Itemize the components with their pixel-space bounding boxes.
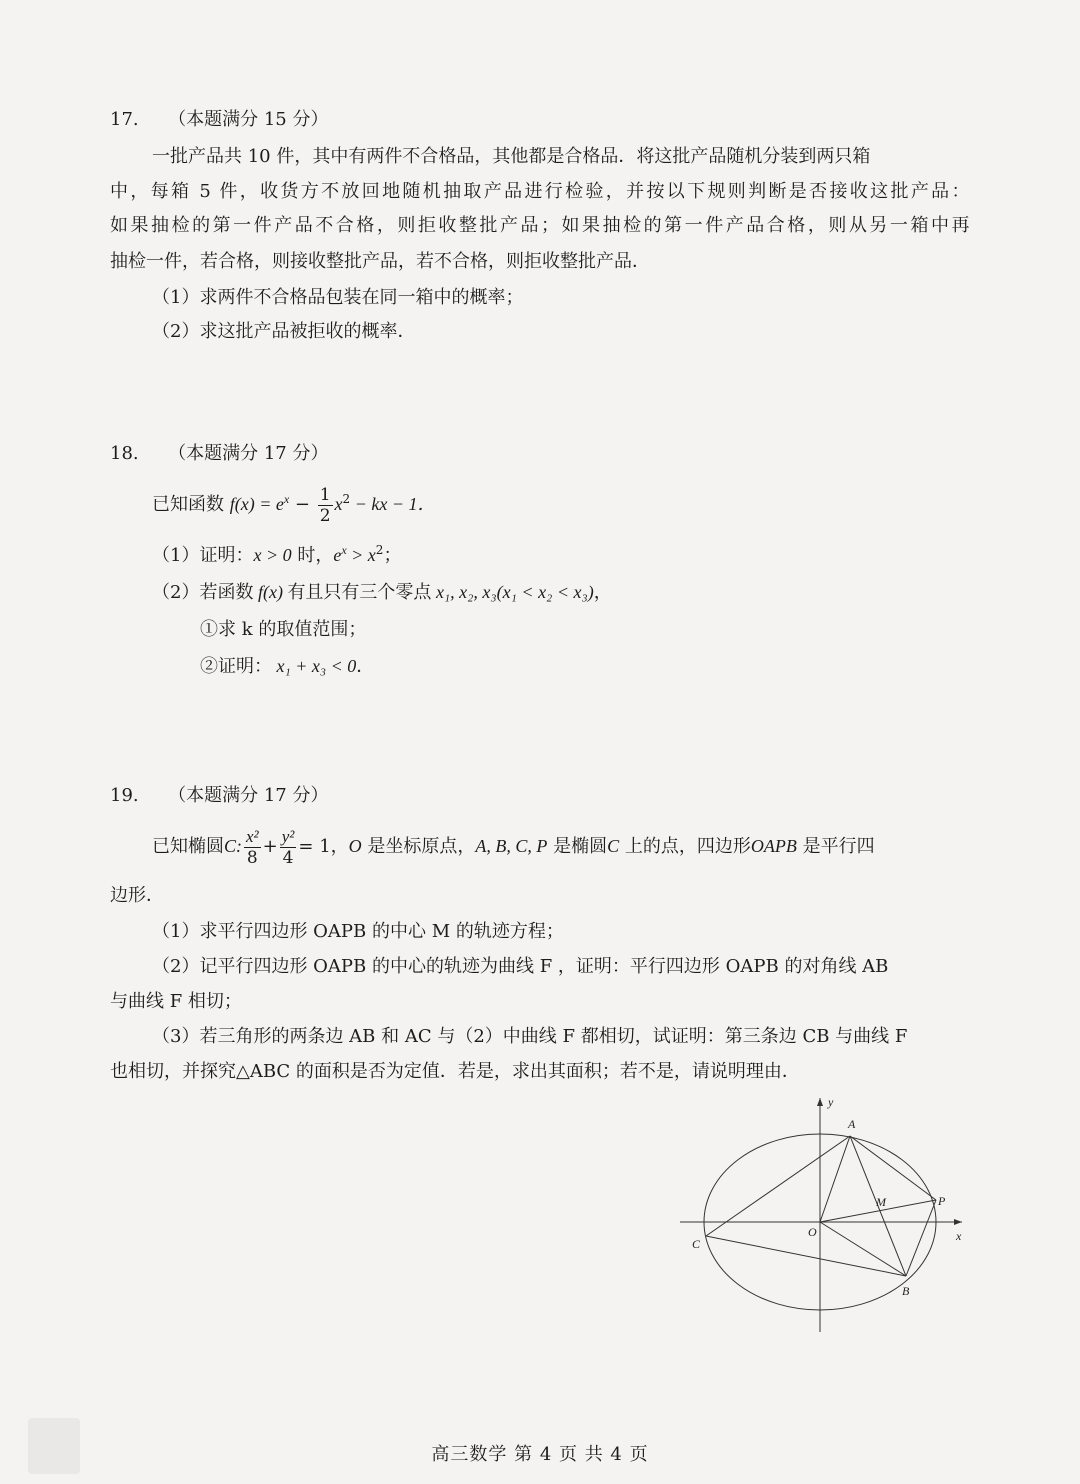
label-P: P bbox=[938, 1194, 946, 1208]
q19-ellipse-definition: 已知椭圆C: $\frac{\text{x²}}{8}$ + $\frac{\text{y²}}{4}$ = 1，O 是坐标原点，A, B, C, P 是椭圆C 上的点，四边形OAPB 是平行四 bbox=[152, 826, 875, 868]
q17-heading bbox=[110, 108, 328, 132]
q18-subquestion-1: （1）证明：x > 0 时，$e^x > x^2$； bbox=[152, 543, 402, 566]
q17-paragraph-line-2: 中，每箱 5 件，收货方不放回地随机抽取产品进行检验，并按以下规则判断是否接收这批产品： bbox=[110, 181, 970, 202]
label-x: x bbox=[956, 1229, 962, 1243]
label-A: A bbox=[848, 1117, 856, 1131]
q19-subquestion-1: （1）求平行四边形 OAPB 的中心 M 的轨迹方程； bbox=[152, 921, 564, 942]
q18-score: （本题满分 17 分） bbox=[168, 443, 329, 464]
label-B: B bbox=[902, 1284, 910, 1298]
q17-number: 17. bbox=[110, 109, 139, 130]
q17-paragraph-line-4: 抽检一件，若合格，则接收整批产品，若不合格，则拒收整批产品． bbox=[110, 251, 650, 272]
fraction-x2-over-8: $\frac{\text{x²}}{8}$ bbox=[246, 826, 259, 868]
q19-subquestion-3-line-1: （3）若三角形的两条边 AB 和 AC 与（2）中曲线 F 都相切，试证明：第三条边 CB 与曲线 F bbox=[152, 1026, 908, 1047]
q19-subquestion-2-line-1: （2）记平行四边形 OAPB 的中心的轨迹为曲线 F ，证明：平行四边形 OAPB 的对角线 AB bbox=[152, 956, 889, 977]
label-O: O bbox=[808, 1225, 817, 1239]
page-footer: 高三数学 第 4 页 共 4 页 bbox=[431, 1444, 649, 1465]
q17-paragraph-line-3: 如果抽检的第一件产品不合格，则拒收整批产品；如果抽检的第一件产品合格，则从另一箱中再 bbox=[110, 215, 970, 236]
q19-score: （本题满分 17 分） bbox=[168, 785, 329, 806]
q19-number: 19. bbox=[110, 785, 139, 806]
q18-subquestion-2b: ②证明： x₁ + x₃ < 0． bbox=[200, 656, 375, 677]
q19-definition-continued: 边形． bbox=[110, 885, 164, 906]
q18-heading bbox=[110, 442, 328, 466]
q19-subquestion-3-line-2: 也相切，并探究△ABC 的面积是否为定值．若是，求出其面积；若不是，请说明理由． bbox=[110, 1061, 800, 1082]
q18-number: 18. bbox=[110, 443, 139, 464]
q19-heading bbox=[110, 784, 328, 808]
q17-subquestion-2: （2）求这批产品被拒收的概率． bbox=[152, 321, 416, 342]
fraction-y2-over-4: $\frac{\text{y²}}{4}$ bbox=[281, 826, 295, 868]
label-C: C bbox=[692, 1237, 701, 1251]
q17-score: （本题满分 15 分） bbox=[168, 109, 329, 130]
x-axis-arrow bbox=[954, 1219, 962, 1225]
q18-function-definition: 已知函数 $f(x) = e^x$ − $\frac{1}{2}$ $x^2$ − kx − 1． bbox=[152, 484, 436, 526]
label-M: M bbox=[876, 1195, 886, 1209]
q18-subquestion-2: （2）若函数 f(x) 有且只有三个零点 x₁, x₂, x₃(x₁ < x₂ < x₃)， bbox=[152, 582, 612, 603]
fraction-one-half: $\frac{1}{2}$ bbox=[319, 484, 331, 526]
q17-paragraph-line-1: 一批产品共 10 件，其中有两件不合格品，其他都是合格品．将这批产品随机分装到两只箱 bbox=[152, 146, 871, 167]
label-y: y bbox=[828, 1095, 834, 1109]
q19-subquestion-2-line-2: 与曲线 F 相切； bbox=[110, 991, 242, 1012]
segment-CB bbox=[706, 1236, 906, 1276]
segment-CA bbox=[706, 1136, 850, 1236]
ellipse-figure bbox=[670, 1090, 980, 1340]
segment-OA bbox=[820, 1136, 850, 1222]
q17-subquestion-1: （1）求两件不合格品包装在同一箱中的概率； bbox=[152, 287, 524, 308]
y-axis-arrow bbox=[817, 1098, 823, 1106]
q18-subquestion-2a: ①求 k 的取值范围； bbox=[200, 619, 367, 640]
